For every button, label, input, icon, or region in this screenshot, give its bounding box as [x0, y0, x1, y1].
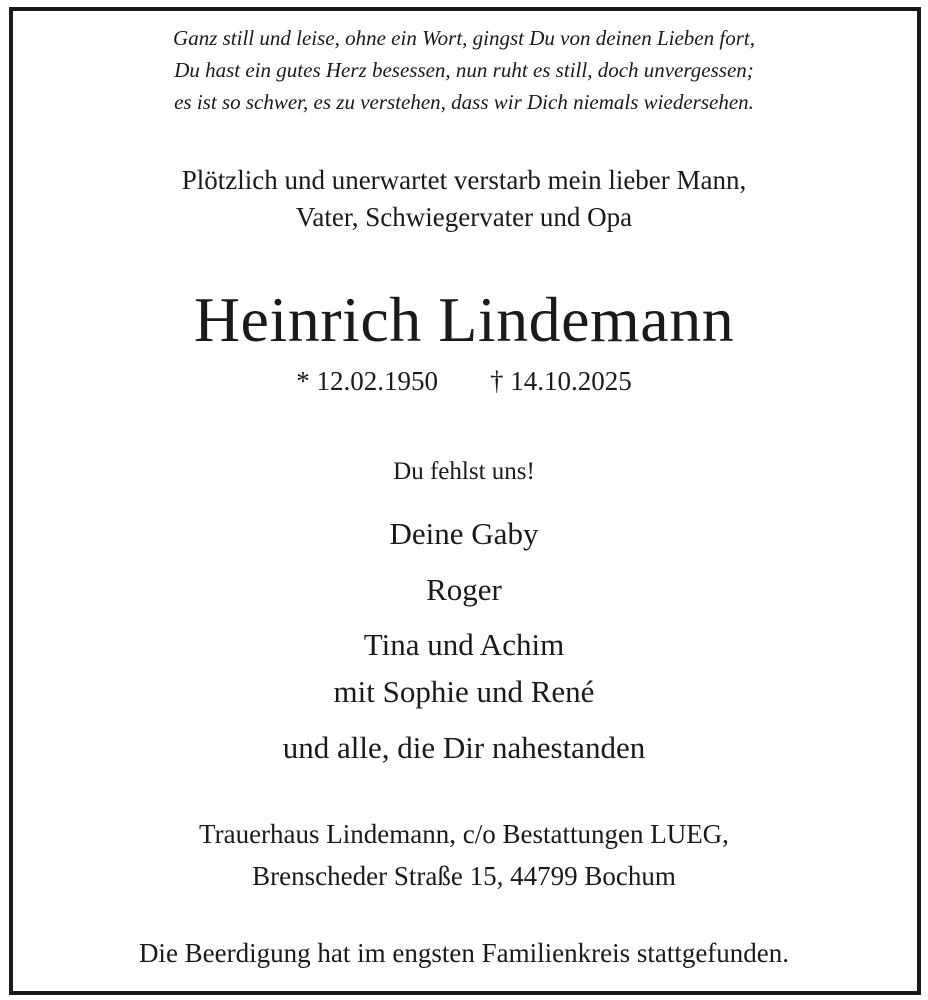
funeral-note: Die Beerdigung hat im engsten Familienkreis stattgefunden.: [138, 938, 790, 968]
farewell-message: Du fehlst uns!: [393, 458, 535, 485]
death-date: † 14.10.2025: [490, 366, 632, 396]
mourner-line-2: Roger: [426, 572, 502, 607]
birth-date: * 12.02.1950: [296, 366, 438, 396]
intro-line-2: Vater, Schwiegervater und Opa: [295, 202, 633, 232]
mourner-line-1: Deine Gaby: [389, 516, 539, 551]
life-dates: [0, 364, 928, 398]
mourner-line-4: mit Sophie und René: [333, 674, 595, 709]
address-line-1: Trauerhaus Lindemann, c/o Bestattungen LUEG,: [199, 819, 729, 849]
mourner-line-3: Tina und Achim: [363, 627, 565, 662]
deceased-name: Heinrich Lindemann: [193, 284, 735, 355]
poem-line-1: Ganz still und leise, ohne ein Wort, gingst Du von deinen Lieben fort,: [173, 26, 755, 50]
address-line-2: Brenscheder Straße 15, 44799 Bochum: [252, 861, 676, 891]
mourner-line-5: und alle, die Dir nahestanden: [282, 730, 646, 765]
intro-line-1: Plötzlich und unerwartet verstarb mein lieber Mann,: [181, 165, 747, 195]
poem-line-3: es ist so schwer, es zu verstehen, dass wir Dich niemals wiedersehen.: [174, 90, 754, 114]
poem-line-2: Du hast ein gutes Herz besessen, nun ruht es still, doch unvergessen;: [174, 58, 754, 82]
